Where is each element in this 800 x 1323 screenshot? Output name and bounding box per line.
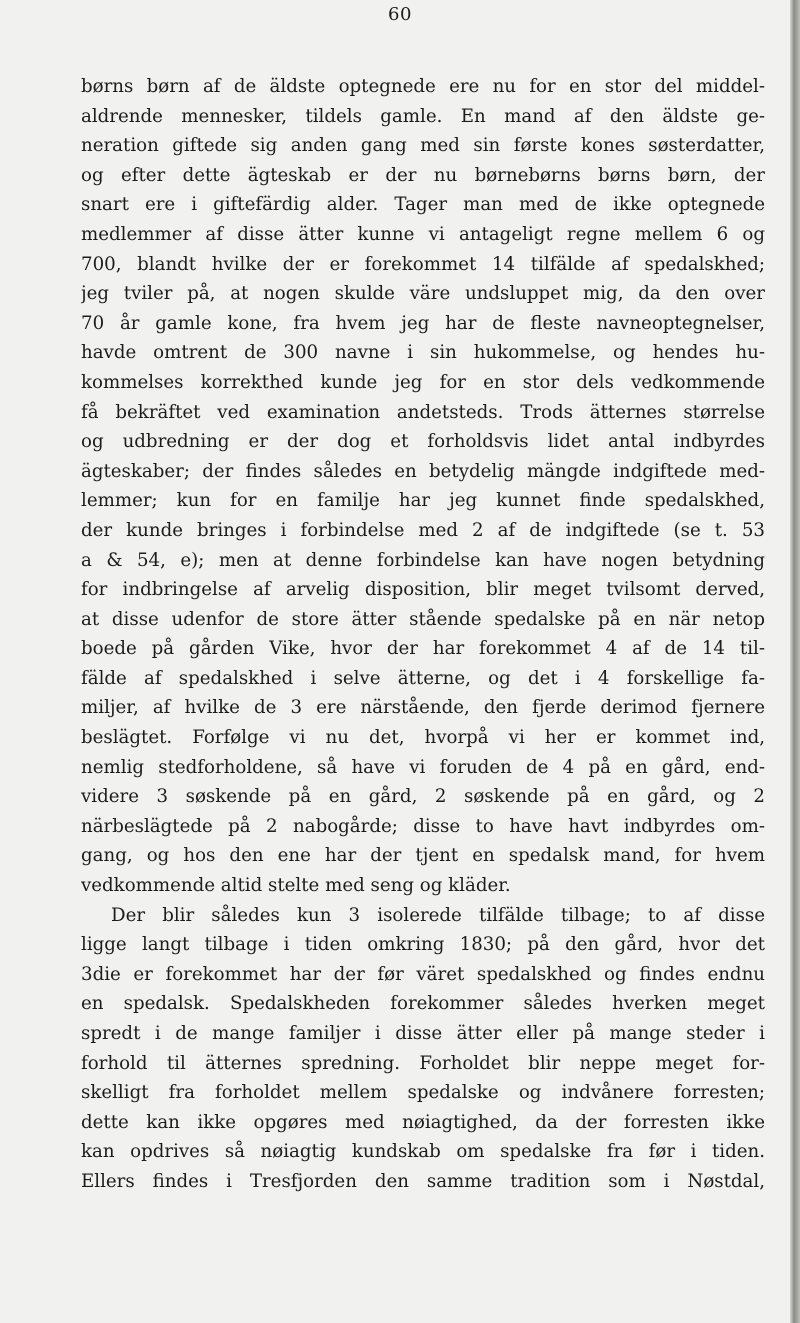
text-line: miljer, af hvilke de 3 ere närstående, den fjerde derimod fjernere <box>81 697 765 719</box>
text-line: og efter dette ägteskab er der nu børnebørns børns børn, der <box>81 164 765 186</box>
text-line: der kunde bringes i forbindelse med 2 af de indgiftede (se t. 53 <box>81 519 765 541</box>
text-line: medlemmer af disse ätter kunne vi antageligt regne mellem 6 og <box>81 223 765 245</box>
text-line: fälde af spedalskhed i selve ätterne, og det i 4 forskellige fa- <box>81 667 765 689</box>
text-line: få bekräftet ved examination andetsteds. Trods ätternes størrelse <box>81 401 765 423</box>
text-line: forhold til ätternes spredning. Forholdet blir neppe meget for- <box>81 1052 765 1074</box>
text-line: kommelses korrekthed kunde jeg for en stor dels vedkommende <box>81 371 765 393</box>
paragraph-end-line: vedkommende altid stelte med seng og kläder. <box>81 875 511 897</box>
text-line: gang, og hos den ene har der tjent en spedalsk mand, for hvem <box>81 845 765 867</box>
text-line: 3die er forekommet har der før väret spedalskhed og findes endnu <box>81 963 765 985</box>
page-binding-edge <box>790 0 800 1323</box>
text-line: for indbringelse af arvelig disposition, blir meget tvilsomt derved, <box>81 579 765 601</box>
text-line: ligge langt tilbage i tiden omkring 1830; på den gård, hvor det <box>81 934 765 956</box>
text-line: en spedalsk. Spedalskheden forekommer således hverken meget <box>81 993 765 1015</box>
text-line: ägteskaber; der findes således en betydelig mängde indgiftede med- <box>81 460 765 482</box>
text-line: kan opdrives så nøiagtig kundskab om spedalske fra før i tiden. <box>81 1141 765 1163</box>
text-line: aldrende mennesker, tildels gamle. En mand af den äldste ge- <box>81 105 765 127</box>
body-text <box>81 72 765 1197</box>
text-line: beslägtet. Forfølge vi nu det, hvorpå vi her er kommet ind, <box>81 727 765 749</box>
text-line: videre 3 søskende på en gård, 2 søskende på en gård, og 2 <box>81 786 765 808</box>
text-line: dette kan ikke opgøres med nøiagtighed, da der forresten ikke <box>81 1111 765 1133</box>
text-line: lemmer; kun for en familje har jeg kunnet finde spedalskhed, <box>81 490 765 512</box>
text-line: 70 år gamle kone, fra hvem jeg har de fleste navneoptegnelser, <box>81 312 765 334</box>
text-line: og udbredning er der dog et forholdsvis lidet antal indbyrdes <box>81 431 765 453</box>
text-line: jeg tviler på, at nogen skulde väre undsluppet mig, da den over <box>81 283 765 305</box>
text-line: at disse udenfor de store ätter stående spedalske på en när netop <box>81 608 765 630</box>
text-line: spredt i de mange familjer i disse ätter eller på mange steder i <box>81 1023 765 1044</box>
text-line: boede på gården Vike, hvor der har forekommet 4 af de 14 til- <box>81 638 765 660</box>
text-line: närbeslägtede på 2 nabogårde; disse to have havt indbyrdes om- <box>81 815 765 837</box>
text-line: Ellers findes i Tresfjorden den samme tradition som i Nøstdal, <box>81 1170 765 1192</box>
text-line: skelligt fra forholdet mellem spedalske og indvånere forresten; <box>81 1082 765 1104</box>
text-line: a & 54, e); men at denne forbindelse kan have nogen betydning <box>81 549 765 571</box>
paragraph-start-line: Der blir således kun 3 isolerede tilfälde tilbage; to af disse <box>111 904 765 926</box>
text-line: neration giftede sig anden gang med sin første kones søsterdatter, <box>81 135 765 157</box>
text-line: havde omtrent de 300 navne i sin hukommelse, og hendes hu- <box>81 342 765 364</box>
text-line: snart ere i giftefärdig alder. Tager man med de ikke optegnede <box>81 194 765 216</box>
text-line: børns børn af de äldste optegnede ere nu for en stor del middel- <box>81 76 765 97</box>
page-number: 60 <box>388 4 412 25</box>
text-line: 700, blandt hvilke der er forekommet 14 tilfälde af spedalskhed; <box>81 253 765 275</box>
text-line: nemlig stedforholdene, så have vi foruden de 4 på en gård, end- <box>81 756 765 778</box>
